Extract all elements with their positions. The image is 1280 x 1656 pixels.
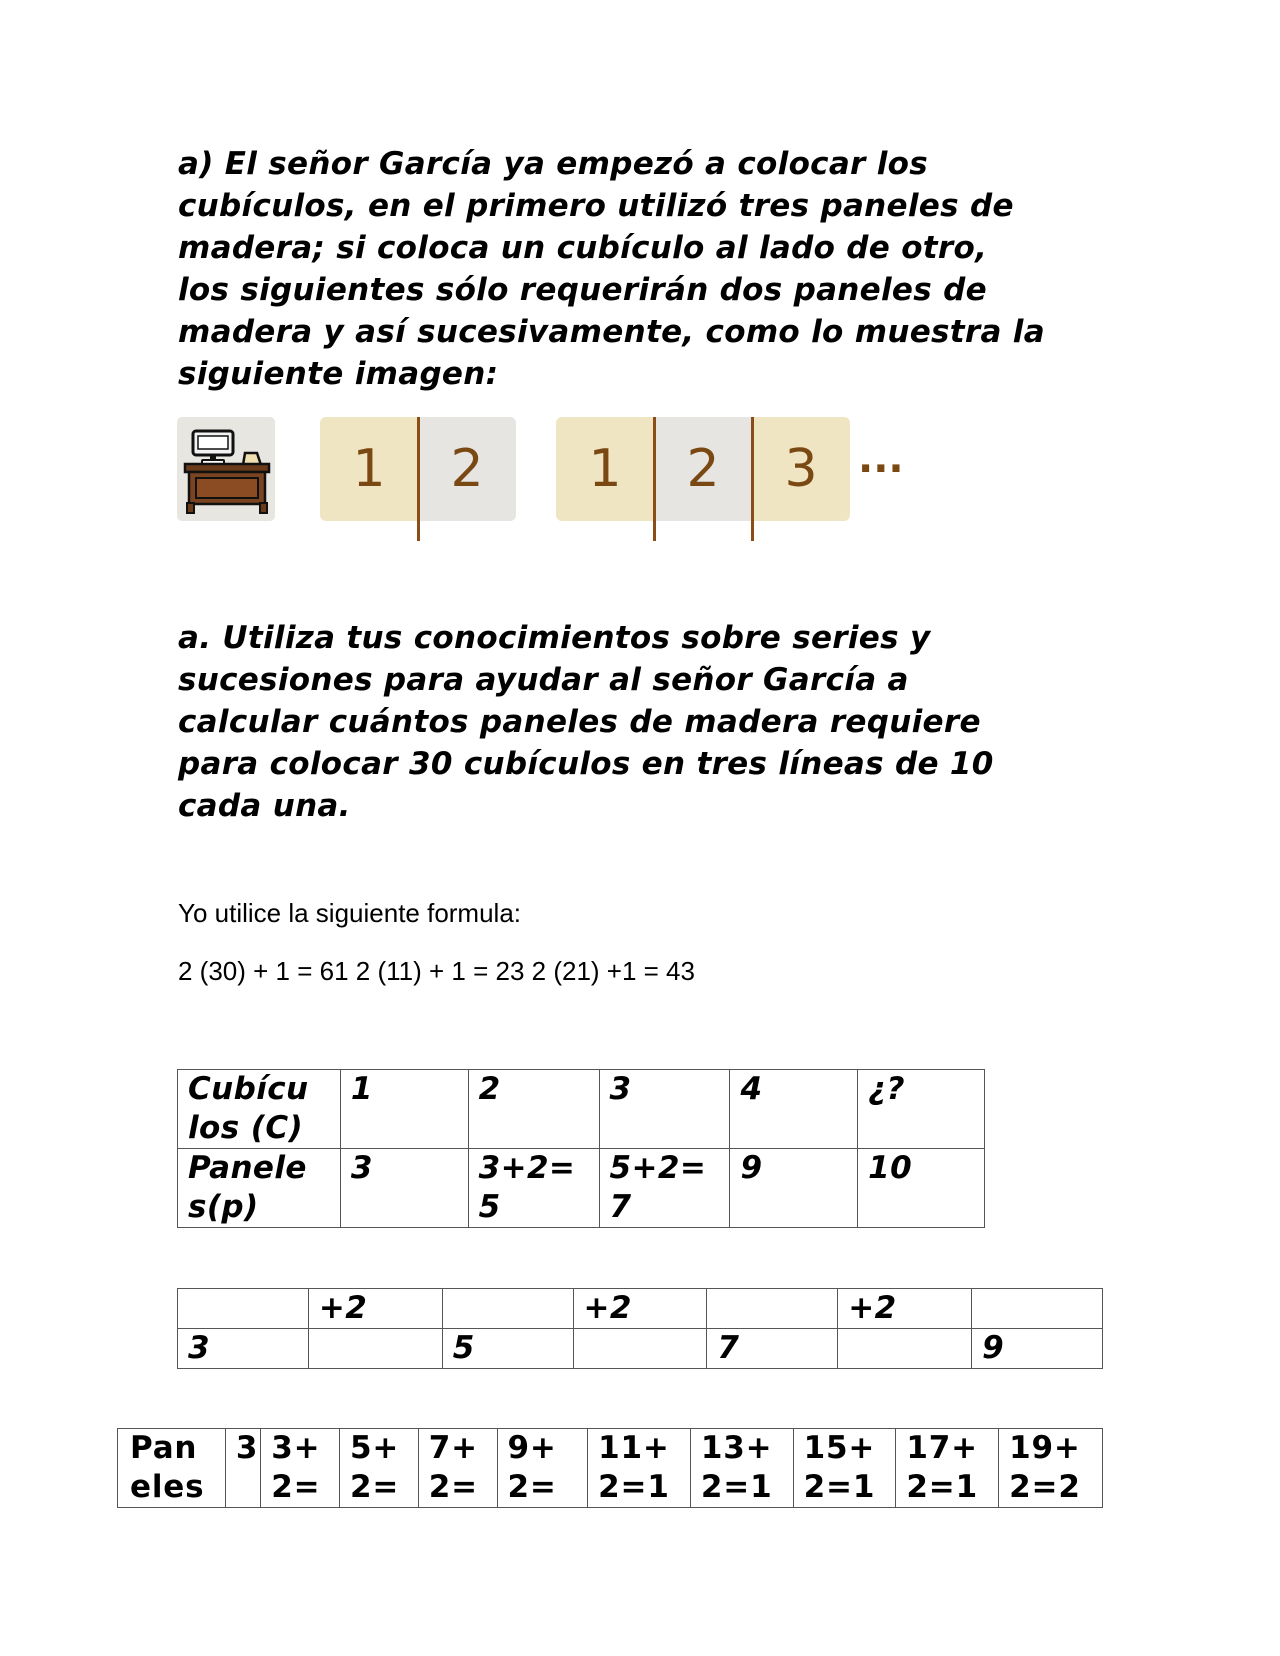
cubicle-number: 1 <box>352 439 386 499</box>
table-cell: 5+2= 7 <box>599 1149 730 1228</box>
table-cell: 7 <box>707 1329 838 1369</box>
table-cell: 3 <box>599 1070 730 1149</box>
intro-line: madera y así sucesivamente, como lo muestra la <box>178 314 1045 350</box>
table-cell: 3 <box>178 1329 309 1369</box>
panels-sequence-table <box>117 1428 1103 1508</box>
table-cell: 7+ 2= <box>418 1429 497 1508</box>
table-cell: 2 <box>468 1070 599 1149</box>
table-cell: 10 <box>858 1149 985 1228</box>
table-cell: ¿? <box>858 1070 985 1149</box>
desk-computer-icon <box>177 417 275 521</box>
table-cell: 11+ 2=1 <box>588 1429 691 1508</box>
table-cell <box>972 1289 1103 1329</box>
cubicle-cell <box>752 417 850 521</box>
desk-tile <box>177 417 275 521</box>
table-cell: 5 <box>442 1329 573 1369</box>
panel-divider <box>751 417 754 541</box>
question-line: a. Utiliza tus conocimientos sobre series y <box>178 620 931 656</box>
table-cell <box>707 1289 838 1329</box>
table-cell: +2 <box>308 1289 442 1329</box>
intro-line: madera; si coloca un cubículo al lado de otro, <box>178 230 988 266</box>
table-row <box>178 1149 985 1228</box>
table-cell <box>308 1329 442 1369</box>
question-paragraph <box>178 617 1118 827</box>
cubicle-number: 1 <box>588 439 622 499</box>
table-cell: 3+2= 5 <box>468 1149 599 1228</box>
table-cell: Cubícu los (C) <box>178 1070 341 1149</box>
intro-line: a) El señor García ya empezó a colocar los <box>178 146 929 182</box>
table-row <box>118 1429 1103 1508</box>
cubicle-number: 3 <box>784 439 818 499</box>
cubicle-cell <box>556 417 654 521</box>
intro-line: los siguientes sólo requerirán dos paneles de <box>178 272 987 308</box>
table-row <box>178 1329 1103 1369</box>
continuation-ellipsis: ... <box>858 436 904 482</box>
table-cell <box>838 1329 972 1369</box>
intro-line: cubículos, en el primero utilizó tres paneles de <box>178 188 1014 224</box>
cubicle-number: 2 <box>686 439 720 499</box>
table-cell: +2 <box>838 1289 972 1329</box>
table-cell: 3 <box>225 1429 260 1508</box>
question-line: cada una. <box>178 788 351 824</box>
table-cell: 1 <box>340 1070 468 1149</box>
table-cell: 9 <box>972 1329 1103 1369</box>
table-cell: 19+ 2=2 <box>999 1429 1103 1508</box>
table-row <box>178 1070 985 1149</box>
table-cell: 17+ 2=1 <box>896 1429 999 1508</box>
cubicle-cell <box>320 417 418 521</box>
question-line: calcular cuántos paneles de madera requiere <box>178 704 981 740</box>
table-cell: 9+ 2= <box>497 1429 588 1508</box>
table-cell: 4 <box>730 1070 858 1149</box>
intro-line: siguiente imagen: <box>178 356 499 392</box>
table-cell <box>178 1289 309 1329</box>
table-cell: Pan eles <box>118 1429 226 1508</box>
differences-table <box>177 1288 1103 1369</box>
table-cell: 15+ 2=1 <box>793 1429 896 1508</box>
table-cell <box>442 1289 573 1329</box>
table-cell: 9 <box>730 1149 858 1228</box>
table-cell: 3+ 2= <box>261 1429 340 1508</box>
table-cell: 3 <box>340 1149 468 1228</box>
formula-line: 2 (30) + 1 = 61 2 (11) + 1 = 23 2 (21) +1 = 43 <box>178 956 695 986</box>
panel-divider <box>417 417 420 541</box>
cubicle-number: 2 <box>450 439 484 499</box>
table-cell: 13+ 2=1 <box>690 1429 793 1508</box>
table-cell: Panele s(p) <box>178 1149 341 1228</box>
intro-paragraph <box>178 143 1118 395</box>
question-line: para colocar 30 cubículos en tres líneas de 10 <box>178 746 994 782</box>
formula-intro: Yo utilice la siguiente formula: <box>178 898 522 928</box>
cubicle-cell <box>418 417 516 521</box>
cubicles-panels-table <box>177 1069 985 1228</box>
panel-divider <box>653 417 656 541</box>
table-row <box>178 1289 1103 1329</box>
table-cell: 5+ 2= <box>339 1429 418 1508</box>
question-line: sucesiones para ayudar al señor García a <box>178 662 909 698</box>
cubicle-strip-three <box>556 417 850 521</box>
table-cell: +2 <box>573 1289 707 1329</box>
table-cell <box>573 1329 707 1369</box>
cubicle-cell <box>654 417 752 521</box>
cubicle-strip-two <box>320 417 516 521</box>
